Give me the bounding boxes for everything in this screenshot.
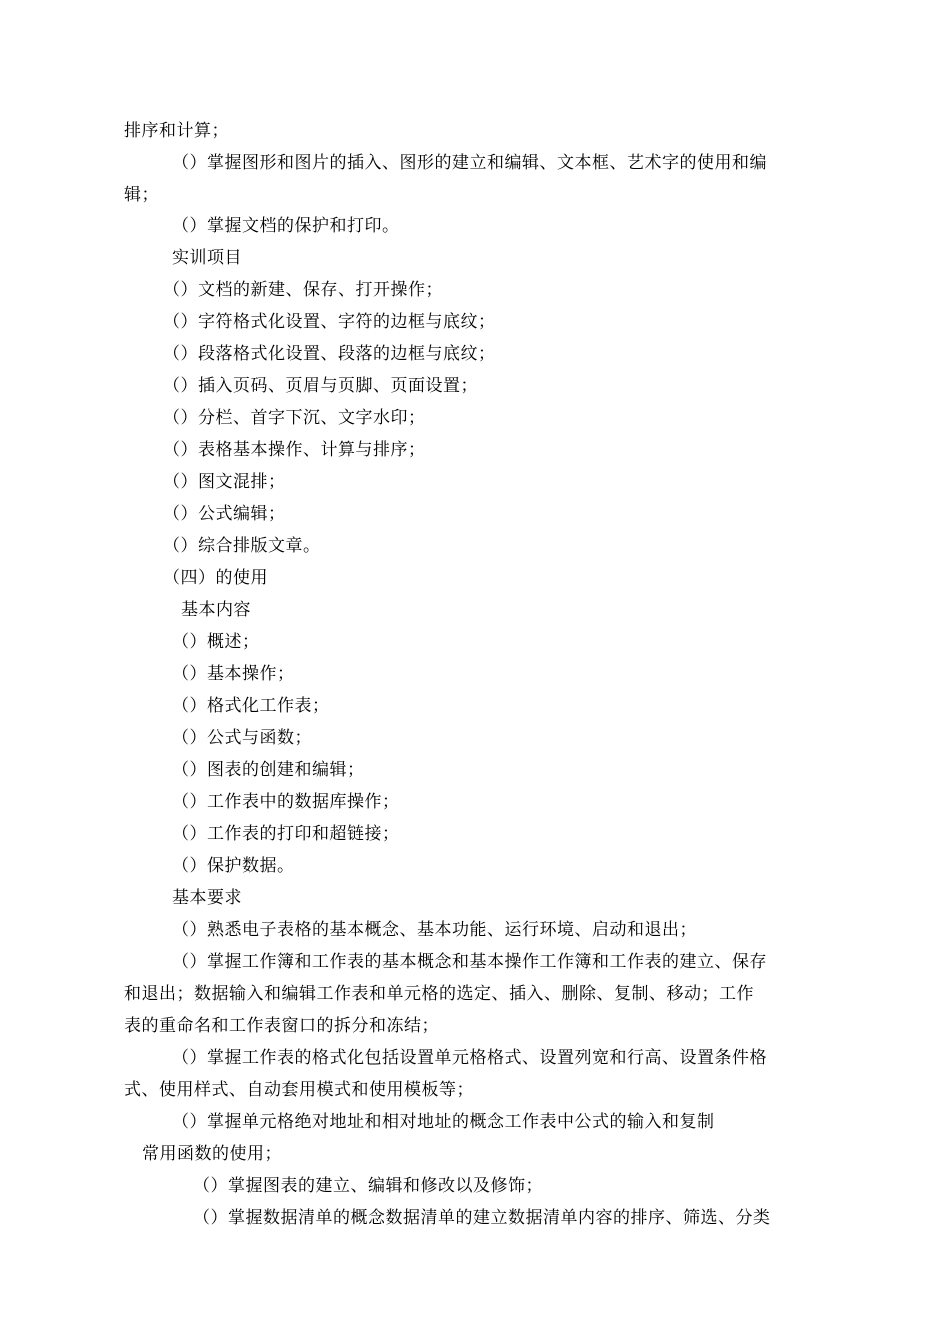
text-line: 式、使用样式、自动套用模式和使用模板等； bbox=[124, 1080, 474, 1100]
section-heading: 基本内容 bbox=[181, 600, 251, 620]
text-line: 排序和计算； bbox=[124, 121, 229, 141]
list-item: （）字符格式化设置、字符的边框与底纹； bbox=[163, 312, 496, 332]
list-item: （）段落格式化设置、段落的边框与底纹； bbox=[163, 344, 496, 364]
text-line: （）掌握图形和图片的插入、图形的建立和编辑、文本框、艺术字的使用和编 bbox=[172, 153, 767, 173]
list-item: （）概述； bbox=[172, 632, 260, 652]
section-heading: 实训项目 bbox=[172, 248, 242, 268]
list-item: （）综合排版文章。 bbox=[163, 536, 321, 556]
list-item: （）基本操作； bbox=[172, 664, 295, 684]
list-item: （）格式化工作表； bbox=[172, 696, 330, 716]
list-item: （）表格基本操作、计算与排序； bbox=[163, 440, 426, 460]
list-item: （）文档的新建、保存、打开操作； bbox=[163, 280, 443, 300]
text-line: （）掌握文档的保护和打印。 bbox=[172, 216, 400, 236]
section-heading: 基本要求 bbox=[172, 888, 242, 908]
text-line: （）掌握数据清单的概念数据清单的建立数据清单内容的排序、筛选、分类 bbox=[193, 1208, 771, 1228]
list-item: （）公式编辑； bbox=[163, 504, 286, 524]
list-item: （）保护数据。 bbox=[172, 856, 295, 876]
list-item: （）工作表中的数据库操作； bbox=[172, 792, 400, 812]
list-item: （）公式与函数； bbox=[172, 728, 312, 748]
section-heading: （四）的使用 bbox=[163, 568, 268, 588]
list-item: （）分栏、首字下沉、文字水印； bbox=[163, 408, 426, 428]
list-item: （）图文混排； bbox=[163, 472, 286, 492]
text-line: （）掌握图表的建立、编辑和修改以及修饰； bbox=[193, 1176, 543, 1196]
text-line: 辑； bbox=[124, 185, 159, 205]
text-line: 和退出；数据输入和编辑工作表和单元格的选定、插入、删除、复制、移动；工作 bbox=[124, 984, 754, 1004]
text-line: 表的重命名和工作表窗口的拆分和冻结； bbox=[124, 1016, 439, 1036]
list-item: （）图表的创建和编辑； bbox=[172, 760, 365, 780]
text-line: （）掌握单元格绝对地址和相对地址的概念工作表中公式的输入和复制 bbox=[172, 1112, 715, 1132]
text-line: （）熟悉电子表格的基本概念、基本功能、运行环境、启动和退出； bbox=[172, 920, 697, 940]
text-line: （）掌握工作簿和工作表的基本概念和基本操作工作簿和工作表的建立、保存 bbox=[172, 952, 767, 972]
text-line: （）掌握工作表的格式化包括设置单元格格式、设置列宽和行高、设置条件格 bbox=[172, 1048, 767, 1068]
list-item: （）插入页码、页眉与页脚、页面设置； bbox=[163, 376, 478, 396]
text-line: 常用函数的使用； bbox=[142, 1144, 282, 1164]
list-item: （）工作表的打印和超链接； bbox=[172, 824, 400, 844]
